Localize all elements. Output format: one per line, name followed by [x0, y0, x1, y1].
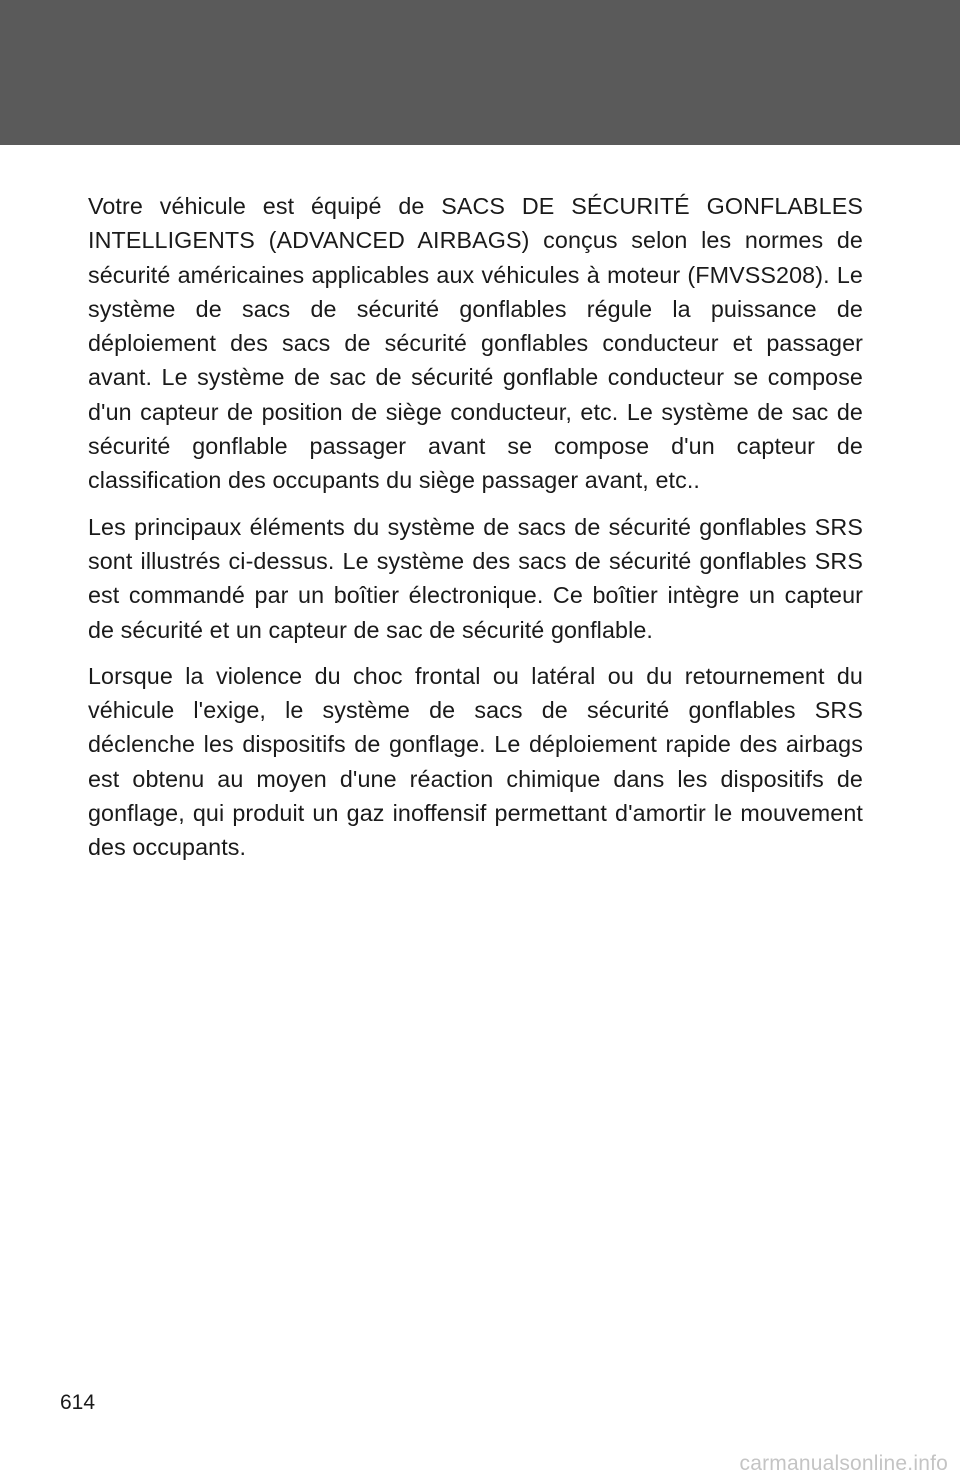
paragraph-srs-components: Les principaux éléments du système de sacs de sécurité gonflables SRS sont illustrés ci-dessus. Le système des sacs de sécurité gonflables SRS est commandé par un boîtier électronique. Ce boîtier intègre un capteur de sécurité et un capteur de sac de sécurité gonflable.	[88, 513, 863, 643]
header-band	[0, 0, 960, 145]
body-text	[88, 189, 863, 877]
page-number: 614	[60, 1391, 96, 1414]
watermark: carmanualsonline.info	[739, 1452, 948, 1475]
paragraph-deployment: Lorsque la violence du choc frontal ou latéral ou du retournement du véhicule l'exige, le système de sacs de sécurité gonflables SRS déclenche les dispositifs de gonflage. Le déploiement rapide des airbags est obtenu au moyen d'une réaction chimique dans les dispositifs de gonflage, qui produit un gaz inoffensif permettant d'amortir le mouvement des occupants.	[88, 662, 863, 861]
paragraph-advanced-airbags: Votre véhicule est équipé de SACS DE SÉCURITÉ GONFLABLES INTELLIGENTS (ADVANCED AIRBAGS) conçus selon les normes de sécurité américaines applicables aux véhicules à moteur (FMVSS208). Le système de sacs de sécurité gonflables régule la puissance de déploiement des sacs de sécurité gonflables conducteur et passager avant. Le système de sac de sécurité gonflable conducteur se compose d'un capteur de position de siège conducteur, etc. Le système de sac de sécurité gonflable passager avant se compose d'un capteur de classification des occupants du siège passager avant, etc..	[88, 193, 863, 494]
